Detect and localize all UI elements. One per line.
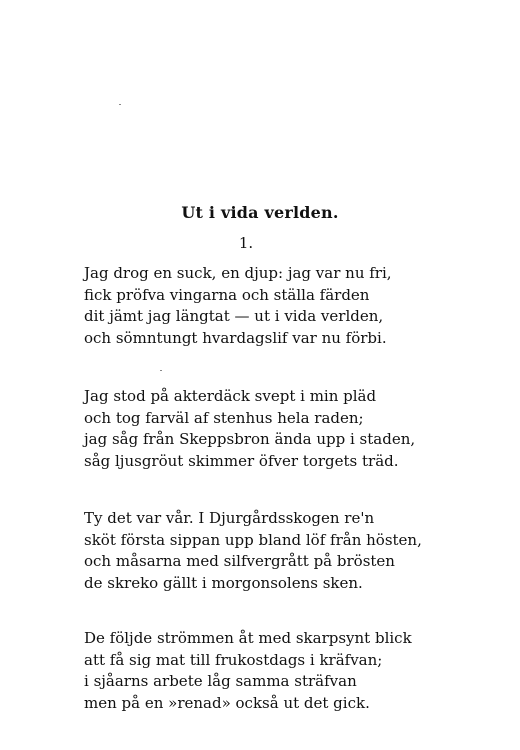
verse-line: Jag stod på akterdäck svept i min pläd [84,387,377,405]
verse-line: fick pröfva vingarna och ställa färden [84,285,370,304]
verse-line: De följde strömmen åt med skarpsynt blick [84,629,412,647]
print-speck [119,104,121,105]
poem-title: Ut i vida verlden. [181,203,339,222]
verse-line: Jag drog en suck, en djup: jag var nu fri, [84,264,392,282]
verse-line: och måsarna med silfvergrått på brösten [84,552,395,570]
verse-line: dit jämt jag längtat — ut i vida verlden, [84,307,384,325]
verse-line: såg ljusgröut skimmer öfver torgets träd. [84,451,399,470]
verse-line: Ty det var vår. I Djurgårdsskogen re'n [84,509,375,527]
print-speck [160,370,162,371]
verse-line: och sömntungt hvardagslif var nu förbi. [84,328,387,347]
verse-line: jag såg från Skeppsbron ända upp i staden, [84,430,416,448]
verse-line: sköt första sippan upp bland löf från hösten, [84,530,422,549]
section-number: 1. [238,234,254,252]
verse-line: men på en »renad» också ut det gick. [84,693,370,712]
stanza-3 [84,508,504,594]
verse-line: och tog farväl af stenhus hela raden; [84,408,364,427]
verse-line: de skreko gällt i morgonsolens sken. [84,573,363,592]
stanza-2 [84,386,504,472]
stanza-4 [84,628,504,714]
stanza-1 [84,263,504,349]
verse-line: att få sig mat till frukostdags i kräfvan; [84,650,383,669]
verse-line: i sjåarns arbete låg samma sträfvan [84,672,357,690]
